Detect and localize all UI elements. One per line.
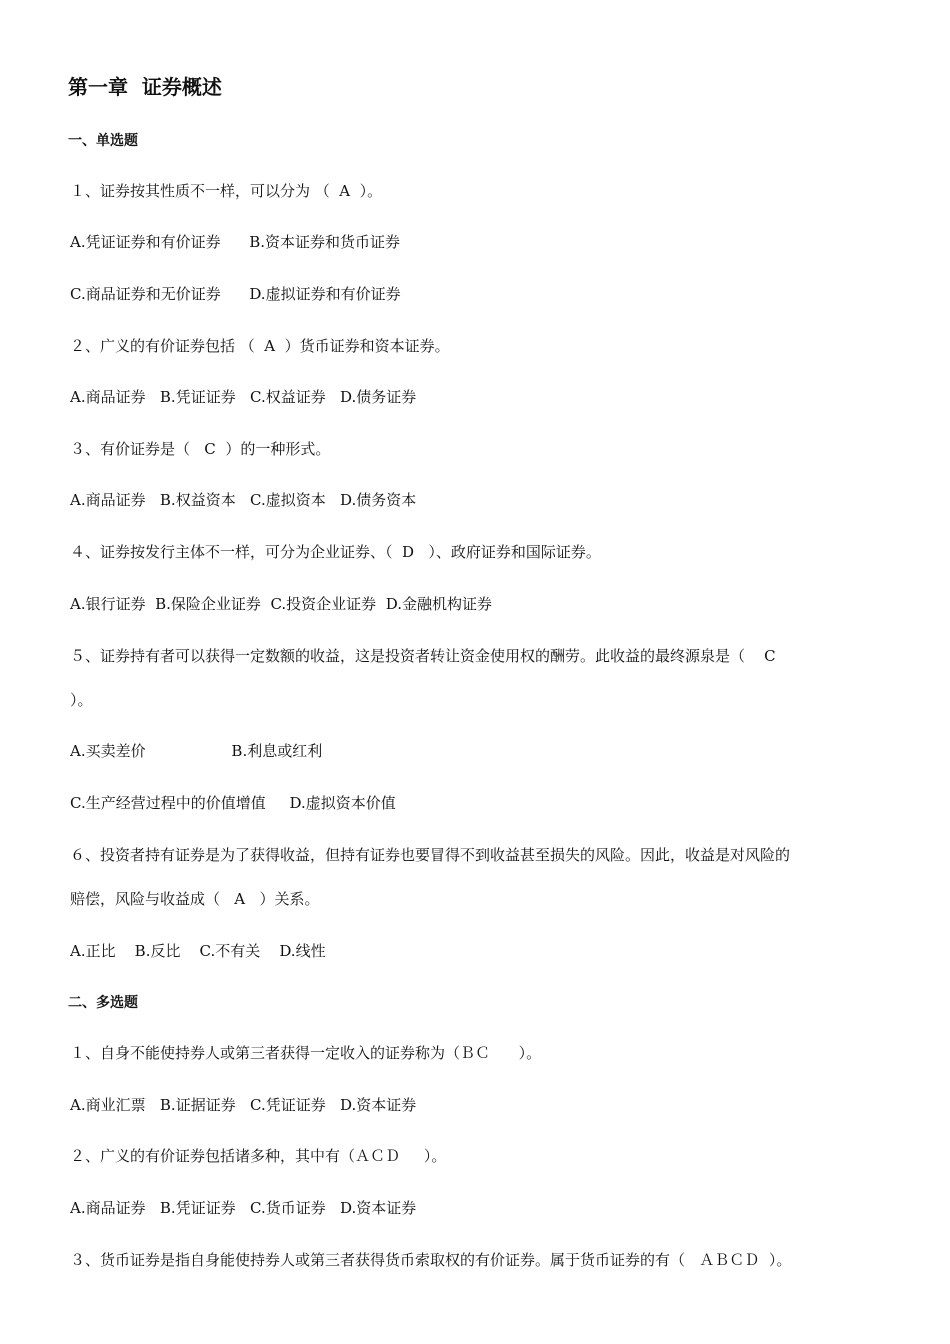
question-1-options-ab: A.凭证证券和有价证券 B.资本证券和货币证券 (70, 233, 401, 251)
question-4-single: ４、证券按发行主体不一样，可分为企业证券、（ D ）、政府证券和国际证券。 (70, 543, 601, 561)
question-3-multi: ３、货币证券是指自身能使持券人或第三者获得货币索取权的有价证券。属于货币证券的有（ ＡＢＣＤ ）。 (70, 1251, 792, 1269)
question-2-multi: ２、广义的有价证券包括诸多种，其中有（ＡＣＤ ）。 (70, 1147, 447, 1165)
question-3-options: A.商品证券 B.权益资本 C.虚拟资本 D.债务资本 (70, 491, 417, 509)
question-5-options-ab: A.买卖差价 B.利息或红利 (70, 742, 323, 760)
chapter-title: 第一章 证券概述 (68, 75, 222, 99)
question-5-single-line2: ）。 (70, 691, 93, 709)
question-4-options: A.银行证券 B.保险企业证券 C.投资企业证券 D.金融机构证券 (70, 595, 492, 613)
question-2-single: ２、广义的有价证券包括 （ A ）货币证券和资本证券。 (70, 337, 450, 355)
section-single-choice-title: 一、单选题 (68, 133, 138, 149)
question-1-multi-options: A.商业汇票 B.证据证券 C.凭证证券 D.资本证券 (70, 1096, 417, 1114)
question-5-single-line1: ５、证券持有者可以获得一定数额的收益，这是投资者转让资金使用权的酬劳。此收益的最终源泉是（ C (70, 647, 776, 665)
question-3-single: ３、有价证券是（ C ）的一种形式。 (70, 440, 331, 458)
question-2-options: A.商品证券 B.凭证证券 C.权益证券 D.债务证券 (70, 388, 417, 406)
question-1-options-cd: C.商品证券和无价证券 D.虚拟证券和有价证券 (70, 285, 401, 303)
section-multi-choice-title: 二、多选题 (68, 995, 138, 1011)
question-1-single: １、证券按其性质不一样，可以分为 （ A ）。 (70, 182, 383, 200)
question-6-single-line2: 赔偿，风险与收益成（ A ）关系。 (70, 890, 320, 908)
question-5-options-cd: C.生产经营过程中的价值增值 D.虚拟资本价值 (70, 794, 396, 812)
question-2-multi-options: A.商品证券 B.凭证证券 C.货币证券 D.资本证券 (70, 1199, 417, 1217)
question-1-multi: １、自身不能使持券人或第三者获得一定收入的证券称为（ＢＣ ）。 (70, 1044, 542, 1062)
question-6-options: A.正比 B.反比 C.不有关 D.线性 (70, 942, 326, 960)
question-6-single-line1: ６、投资者持有证券是为了获得收益，但持有证券也要冒得不到收益甚至损失的风险。因此，收益是对风险的 (70, 846, 791, 864)
